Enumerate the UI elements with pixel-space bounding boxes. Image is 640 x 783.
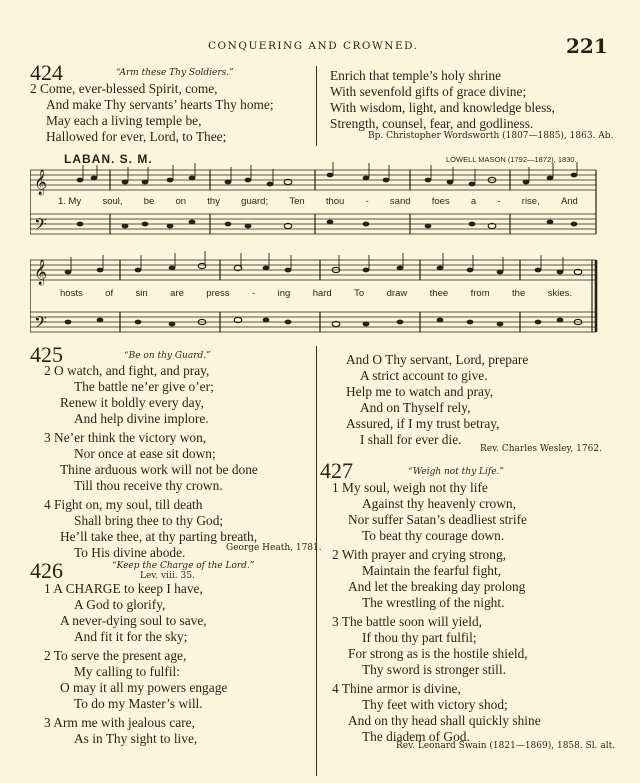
verse-line: Hallowed for ever, Lord, to Thee; [46, 129, 227, 144]
verse-line: 3 Ne’er think the victory won, [44, 430, 207, 445]
verse-line: 1 A CHARGE to keep I have, [44, 581, 203, 596]
svg-text:𝄞: 𝄞 [34, 170, 48, 195]
verse-line: To His divine abode. [74, 545, 186, 560]
verse-line: The diadem of God. [362, 729, 470, 744]
hymn-425-right-attribution: Rev. Charles Wesley, 1762. [480, 444, 602, 454]
verse-line: 4 Thine armor is divine, [332, 681, 461, 696]
verse-line: And on Thyself rely, [360, 400, 471, 415]
verse-line: Against thy heavenly crown, [362, 496, 516, 511]
lyric-word: on [175, 196, 187, 207]
hymn-426-number: 426 [30, 558, 63, 583]
verse-line: And fit it for the sky; [74, 629, 188, 644]
lyric-word: Ten [289, 196, 305, 207]
verse-line: Enrich that temple’s holy shrine [330, 68, 502, 83]
svg-text:𝄞: 𝄞 [34, 260, 48, 285]
verse-line: And help divine implore. [74, 411, 209, 426]
verse-line: He’ll take thee, at thy parting breath, [60, 529, 258, 544]
verse-line: The wrestling of the night. [362, 595, 505, 610]
verse-line: And O Thy servant, Lord, prepare [346, 352, 529, 367]
verse-line: Assured, if I my trust betray, [346, 416, 500, 431]
verse-line: 3 The battle soon will yield, [332, 614, 483, 629]
hymn-426-reference: Lev. viii. 35. [140, 571, 195, 581]
svg-text:𝄢: 𝄢 [34, 312, 47, 336]
verse-line: 4 Fight on, my soul, till death [44, 497, 203, 512]
verse-line: I shall for ever die. [360, 432, 462, 447]
verse-line: To beat thy courage down. [362, 528, 505, 543]
verse-line: Nor once at ease sit down; [74, 446, 216, 461]
lyric-word: of [105, 288, 114, 299]
hymn-424-caption: “Arm these Thy Soldiers.” [116, 68, 234, 78]
verse-line: Thy sword is stronger still. [362, 662, 506, 677]
svg-text:𝄢: 𝄢 [34, 214, 47, 238]
lyric-word: thy [207, 196, 220, 207]
lyric-word: from [470, 288, 490, 299]
lyric-word: - [365, 196, 369, 207]
verse-line: Till thou receive thy crown. [74, 478, 223, 493]
hymn-427-verses [332, 480, 541, 745]
lyric-word: skies. [547, 288, 572, 299]
lyric-word: press [206, 288, 230, 299]
verse-line: For strong as is the hostile shield, [348, 646, 528, 661]
column-divider [316, 66, 317, 146]
verse-line: Nor suffer Satan’s deadliest strife [348, 512, 527, 527]
verse-line: 1 My soul, weigh not thy life [332, 480, 488, 495]
lyric-word: 1. My [58, 196, 82, 207]
lyric-word: And [560, 196, 578, 207]
hymn-426-verses [44, 581, 227, 747]
verse-line: 2 O watch, and fight, and pray, [44, 363, 210, 378]
verse-line: As in Thy sight to live, [74, 731, 198, 746]
music-lyrics-line-1 [58, 196, 578, 207]
verse-line: With wisdom, light, and knowledge bless, [330, 100, 555, 115]
lyric-word: foes [431, 196, 450, 207]
lyric-word: the [512, 288, 526, 299]
hymn-425-verses [44, 363, 258, 561]
hymn-425-number: 425 [30, 342, 63, 367]
page-number: 221 [566, 34, 608, 58]
lyric-word: guard; [241, 196, 269, 207]
verse-line: Help me to watch and pray, [346, 384, 494, 399]
hymn-427-caption: “Weigh not thy Life.” [408, 467, 505, 477]
lyric-word: - [497, 196, 501, 207]
hymn-424-right-verse [330, 68, 555, 132]
hymn-425-caption: “Be on thy Guard.” [124, 351, 211, 361]
music-lyrics-line-2 [60, 288, 572, 299]
hymn-424-number: 424 [30, 60, 63, 85]
lyric-word: hosts [60, 288, 83, 299]
lyric-word: sin [135, 288, 148, 299]
verse-line: O may it all my powers engage [60, 680, 228, 695]
verse-line: Shall bring thee to thy God; [74, 513, 224, 528]
verse-line: A strict account to give. [360, 368, 488, 383]
verse-line: My calling to fulfil: [74, 664, 180, 679]
hymn-424-attribution: Bp. Christopher Wordsworth (1807—1885), 1863. Ab. [368, 131, 614, 141]
verse-line: Thy feet with victory shod; [362, 697, 508, 712]
lyric-word: thee [429, 288, 449, 299]
hymn-424-left-verse [30, 81, 274, 145]
verse-line: The battle ne’er give o’er; [74, 379, 214, 394]
lyric-word: hard [312, 288, 332, 299]
lyric-word: To [354, 288, 365, 299]
lyric-word: a [470, 196, 477, 207]
hymn-425-attribution: George Heath, 1781. [226, 543, 322, 553]
lyric-word: rise, [521, 196, 540, 207]
lyric-word: sand [389, 196, 411, 207]
verse-line: With sevenfold gifts of grace divine; [330, 84, 527, 99]
verse-line: And make Thy servants’ hearts Thy home; [46, 97, 274, 112]
verse-line: May each a living temple be, [46, 113, 202, 128]
verse-line: 2 Come, ever-blessed Spirit, come, [30, 81, 218, 96]
hymn-426-caption: “Keep the Charge of the Lord.” [112, 561, 255, 571]
verse-line: 2 To serve the present age, [44, 648, 187, 663]
verse-line: Renew it boldly every day, [60, 395, 204, 410]
verse-line: To do my Master’s will. [74, 696, 203, 711]
hymn-425-continued [346, 352, 528, 448]
verse-line: 3 Arm me with jealous care, [44, 715, 195, 730]
verse-line: Strength, counsel, fear, and godliness. [330, 116, 534, 131]
lyric-word: soul, [102, 196, 123, 207]
verse-line: If thou thy part fulfil; [362, 630, 477, 645]
verse-line: And on thy head shall quickly shine [348, 713, 541, 728]
lyric-word: draw [386, 288, 408, 299]
verse-line: A God to glorify, [74, 597, 166, 612]
verse-line: A never-dying soul to save, [60, 613, 207, 628]
hymn-427-number: 427 [320, 458, 353, 483]
column-divider [316, 346, 317, 776]
verse-line: And let the breaking day prolong [348, 579, 526, 594]
lyric-word: ing [277, 288, 291, 299]
verse-line: Maintain the fearful fight, [362, 563, 502, 578]
lyric-word: thou [325, 196, 345, 207]
lyric-word: be [143, 196, 155, 207]
hymn-427-attribution: Rev. Leonard Swain (1821—1869), 1858. Sl. alt. [396, 741, 616, 751]
lyric-word: - [251, 288, 256, 299]
tune-composer: LOWELL MASON (1792—1872), 1830. [446, 155, 577, 164]
verse-line: Thine arduous work will not be done [60, 462, 258, 477]
lyric-word: are [170, 288, 184, 299]
verse-line: 2 With prayer and crying strong, [332, 547, 506, 562]
running-header: CONQUERING AND CROWNED. [208, 40, 419, 52]
tune-name: LABAN. S. M. [64, 152, 153, 166]
